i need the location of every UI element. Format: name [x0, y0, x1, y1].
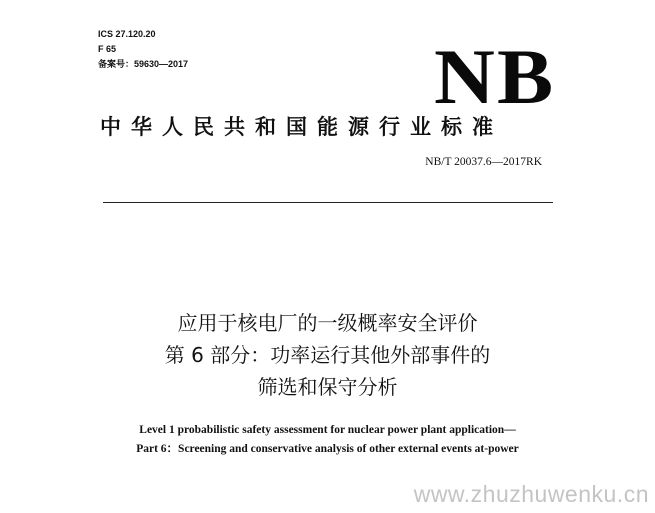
site-watermark: www.zhuzhuwenku.cn — [413, 481, 649, 507]
chinese-title-line-1: 应用于核电厂的一级概率安全评价 — [177, 311, 478, 335]
standard-number: NB/T 20037.6—2017RK — [425, 156, 542, 168]
record-number: 备案号：59630—2017 — [98, 59, 189, 69]
ics-code: ICS 27.120.20 — [98, 29, 156, 39]
english-title-line-1: Level 1 probabilistic safety assessment for nuclear power plant application— — [139, 424, 516, 436]
nb-logo: NB — [434, 33, 556, 120]
chinese-title-line-3: 筛选和保守分析 — [257, 375, 398, 399]
issuing-authority: 中华人民共和国能源行业标准 — [100, 115, 503, 139]
ccs-code: F 65 — [98, 44, 117, 54]
chinese-title-line-2: 第 6 部分：功率运行其他外部事件的 — [164, 343, 491, 367]
english-title-line-2: Part 6：Screening and conservative analysis of other external events at-power — [136, 443, 519, 455]
header-divider — [103, 202, 553, 203]
